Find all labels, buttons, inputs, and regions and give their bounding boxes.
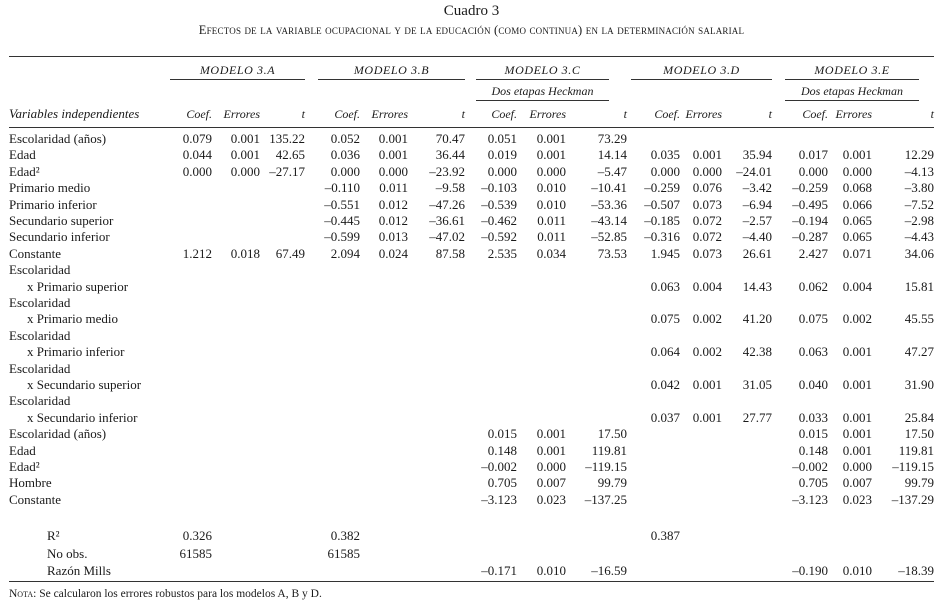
col-label-coef: Coef. [654, 107, 680, 121]
table-cell: 2.535 [487, 246, 517, 261]
table-cell: 42.65 [275, 147, 305, 162]
table-cell: –0.287 [792, 229, 828, 244]
table-cell: 1.212 [182, 246, 212, 261]
table-cell: 0.066 [842, 197, 872, 212]
table-cell: 0.024 [378, 246, 408, 261]
table-cell: –2.98 [904, 213, 934, 228]
table-cell: 27.77 [742, 410, 772, 425]
table-cell: 0.018 [230, 246, 260, 261]
table-cell: –3.123 [792, 492, 828, 507]
table-cell: 12.29 [904, 147, 934, 162]
table-cell: 119.81 [898, 443, 934, 458]
col-label-coef: Coef. [802, 107, 828, 121]
table-cell: 0.000 [842, 164, 872, 179]
table-cell: 0.042 [650, 377, 680, 392]
table-cell: 0.000 [330, 164, 360, 179]
table-cell: 0.001 [842, 426, 872, 441]
table-cell: 0.000 [378, 164, 408, 179]
note-lead: Nota: [9, 588, 37, 600]
table-cell: 73.29 [597, 131, 627, 146]
table-cell: 0.326 [182, 528, 212, 543]
table-cell: 42.38 [742, 344, 772, 359]
col-label-coef: Coef. [186, 107, 212, 121]
table-cell: –24.01 [736, 164, 772, 179]
model-rule-c [476, 79, 609, 80]
table-cell: –0.171 [481, 563, 517, 578]
table-cell: 0.000 [536, 459, 566, 474]
table-cell: 0.065 [842, 229, 872, 244]
table-cell: 0.010 [536, 563, 566, 578]
row-label: x Secundario superior [27, 377, 142, 392]
table-cell: –4.40 [742, 229, 772, 244]
table-cell: –47.02 [429, 229, 465, 244]
table-cell: 0.001 [842, 377, 872, 392]
col-label-t: t [623, 107, 627, 121]
table-cell: –6.94 [742, 197, 772, 212]
table-cell: 0.076 [692, 180, 722, 195]
table-cell: –0.539 [481, 197, 517, 212]
table-cell: 0.000 [230, 164, 260, 179]
table-cell: 36.44 [435, 147, 465, 162]
row-label: Constante [9, 246, 61, 261]
col-label-errores: Errores [685, 107, 722, 121]
table-cell: 1.945 [650, 246, 680, 261]
table-cell: 14.14 [597, 147, 627, 162]
table-cell: –0.599 [324, 229, 360, 244]
table-cell: –16.59 [591, 563, 627, 578]
table-cell: 0.063 [650, 279, 680, 294]
model-header-d: MODELO 3.D [663, 63, 740, 77]
table-cell: 0.044 [182, 147, 212, 162]
table-cell: 0.004 [842, 279, 872, 294]
row-label: No obs. [47, 546, 88, 561]
table-cell: 0.064 [650, 344, 680, 359]
heckman-rule-e [785, 100, 919, 101]
table-cell: 14.43 [742, 279, 772, 294]
table-cell: 0.001 [692, 410, 722, 425]
table-cell: 0.010 [536, 180, 566, 195]
row-label: x Primario inferior [27, 344, 125, 359]
table-cell: 25.84 [904, 410, 934, 425]
table-cell: –3.42 [742, 180, 772, 195]
col-label-errores: Errores [835, 107, 872, 121]
table-cell: –0.002 [792, 459, 828, 474]
col-label-t: t [768, 107, 772, 121]
table-cell: 0.001 [536, 443, 566, 458]
table-cell: 99.79 [597, 475, 627, 490]
table-cell: –2.57 [742, 213, 772, 228]
heckman-header-e: Dos etapas Heckman [801, 84, 903, 98]
top-rule [9, 56, 934, 57]
header-rule [9, 127, 934, 128]
table-cell: 34.06 [904, 246, 934, 261]
table-cell: 0.007 [842, 475, 872, 490]
row-label: Secundario inferior [9, 229, 110, 244]
row-label: Escolaridad [9, 328, 71, 343]
table-cell: –137.29 [891, 492, 934, 507]
table-cell: 0.035 [650, 147, 680, 162]
table-cell: 0.033 [798, 410, 828, 425]
table-cell: 0.002 [692, 311, 722, 326]
table-cell: 0.073 [692, 197, 722, 212]
table-cell: 41.20 [742, 311, 772, 326]
table-cell: 87.58 [435, 246, 465, 261]
col-label-errores: Errores [371, 107, 408, 121]
row-label: x Primario superior [27, 279, 129, 294]
table-cell: 0.148 [798, 443, 828, 458]
row-label: Secundario superior [9, 213, 114, 228]
table-cell: 0.000 [182, 164, 212, 179]
table-title: Cuadro 3 [443, 3, 500, 19]
table-cell: 0.052 [330, 131, 360, 146]
table-cell: –36.61 [429, 213, 465, 228]
table-cell: 0.001 [378, 131, 408, 146]
table-cell: 0.000 [798, 164, 828, 179]
table-cell: 0.002 [692, 344, 722, 359]
table-cell: 0.001 [536, 426, 566, 441]
table-cell: 45.55 [904, 311, 934, 326]
row-label: Escolaridad (años) [9, 426, 107, 441]
table-cell: –0.185 [644, 213, 680, 228]
note-text: Se calcularon los errores robustos para los modelos A, B y D. [36, 588, 322, 600]
model-header-b: MODELO 3.B [353, 63, 430, 77]
table-cell: 0.013 [378, 229, 408, 244]
col-label-errores: Errores [529, 107, 566, 121]
table-cell: –10.41 [591, 180, 627, 195]
row-label: Razón Mills [47, 563, 111, 578]
table-cell: –5.47 [597, 164, 627, 179]
table-cell: 0.072 [692, 213, 722, 228]
table-cell: –3.80 [904, 180, 934, 195]
table-cell: 0.000 [842, 459, 872, 474]
table-cell: 0.017 [798, 147, 828, 162]
row-label: Hombre [9, 475, 52, 490]
table-cell: 0.001 [842, 443, 872, 458]
table-cell: 17.50 [904, 426, 934, 441]
table-cell: 99.79 [904, 475, 934, 490]
table-cell: –0.103 [481, 180, 517, 195]
table-cell: 73.53 [597, 246, 627, 261]
table-cell: 0.011 [537, 229, 566, 244]
table-cell: 70.47 [435, 131, 465, 146]
row-label: Constante [9, 492, 61, 507]
table-cell: –23.92 [429, 164, 465, 179]
table-cell: 0.062 [798, 279, 828, 294]
table-cell: 0.001 [842, 147, 872, 162]
table-cell: –0.259 [792, 180, 828, 195]
table-cell: 0.037 [650, 410, 680, 425]
row-label: R² [47, 528, 60, 543]
table-cell: 0.000 [487, 164, 517, 179]
row-label: Edad² [9, 164, 40, 179]
table-cell: 61585 [327, 546, 360, 561]
row-label: x Primario medio [27, 311, 118, 326]
table-cell: 0.000 [536, 164, 566, 179]
table-cell: 26.61 [742, 246, 772, 261]
row-label: Escolaridad [9, 393, 71, 408]
table-note [9, 586, 322, 602]
row-label: Edad² [9, 459, 40, 474]
table-cell: 0.071 [842, 246, 872, 261]
table-cell: 0.001 [842, 344, 872, 359]
row-label: Escolaridad [9, 361, 71, 376]
row-label: Primario medio [9, 180, 91, 195]
table-cell: 0.015 [487, 426, 517, 441]
row-label: Escolaridad [9, 295, 71, 310]
table-cell: –9.58 [435, 180, 465, 195]
table-subtitle: Efectos de la variable ocupacional y de la educación (como continua) en la determinación salarial [198, 23, 745, 37]
table-cell: 0.075 [798, 311, 828, 326]
col-label-t: t [461, 107, 465, 121]
table-cell: –0.495 [792, 197, 828, 212]
table-cell: 0.387 [650, 528, 680, 543]
table-cell: 0.075 [650, 311, 680, 326]
table-cell: 0.010 [842, 563, 872, 578]
table-cell: –0.462 [481, 213, 517, 228]
bottom-rule [9, 581, 934, 582]
table-cell: –0.551 [324, 197, 360, 212]
table-cell: 0.004 [692, 279, 722, 294]
table-cell: 0.036 [330, 147, 360, 162]
table-cell: 0.015 [798, 426, 828, 441]
col-label-t: t [301, 107, 305, 121]
table-cell: 0.001 [230, 147, 260, 162]
table-cell: 0.034 [536, 246, 566, 261]
model-header-c: MODELO 3.C [504, 63, 581, 77]
table-cell: 0.001 [230, 131, 260, 146]
table-cell: 0.040 [798, 377, 828, 392]
table-cell: 0.011 [379, 180, 408, 195]
table-cell: 0.065 [842, 213, 872, 228]
table-cell: 0.148 [487, 443, 517, 458]
table-cell: –119.15 [892, 459, 934, 474]
table-cell: 0.023 [842, 492, 872, 507]
model-rule-a [170, 79, 305, 80]
row-label: Escolaridad (años) [9, 131, 107, 146]
col-label-coef: Coef. [334, 107, 360, 121]
row-label: Edad [9, 147, 36, 162]
table-cell: 31.90 [904, 377, 934, 392]
table-cell: –0.194 [792, 213, 828, 228]
table-cell: 0.382 [330, 528, 360, 543]
table-cell: –47.26 [429, 197, 465, 212]
table-cell: 0.079 [182, 131, 212, 146]
table-cell: 0.063 [798, 344, 828, 359]
heckman-header-c: Dos etapas Heckman [491, 84, 594, 98]
table-cell: –43.14 [591, 213, 627, 228]
table-cell: 0.001 [842, 410, 872, 425]
col-label-coef: Coef. [491, 107, 517, 121]
table-cell: –0.445 [324, 213, 360, 228]
table-cell: 0.002 [842, 311, 872, 326]
table-cell: 0.011 [537, 213, 566, 228]
row-label: Edad [9, 443, 36, 458]
table-cell: 0.019 [487, 147, 517, 162]
table-cell: 0.001 [536, 147, 566, 162]
table-cell: –4.13 [904, 164, 934, 179]
table-cell: 0.010 [536, 197, 566, 212]
table-cell: –119.15 [585, 459, 627, 474]
table-cell: 0.001 [692, 377, 722, 392]
table-cell: –7.52 [904, 197, 934, 212]
table-cell: 0.705 [487, 475, 517, 490]
model-rule-e [785, 79, 919, 80]
table-cell: –0.110 [324, 180, 360, 195]
table-cell: 135.22 [269, 131, 305, 146]
table-cell: –0.507 [644, 197, 680, 212]
table-cell: –0.190 [792, 563, 828, 578]
table-cell: 0.000 [650, 164, 680, 179]
table-cell: 119.81 [591, 443, 627, 458]
table-cell: –137.25 [584, 492, 627, 507]
table-cell: –0.002 [481, 459, 517, 474]
table-cell: 15.81 [904, 279, 934, 294]
table-cell: 0.073 [692, 246, 722, 261]
row-label: Primario inferior [9, 197, 97, 212]
table-cell: 0.068 [842, 180, 872, 195]
col-label-t: t [930, 107, 934, 121]
table-cell: 0.705 [798, 475, 828, 490]
table-cell: –18.39 [898, 563, 934, 578]
table-cell: 35.94 [742, 147, 772, 162]
table-cell: 31.05 [742, 377, 772, 392]
model-header-e: MODELO 3.E [814, 63, 890, 77]
stub-header: Variables independientes [9, 106, 140, 121]
table-cell: 0.012 [378, 197, 408, 212]
table-cell: –0.259 [644, 180, 680, 195]
model-rule-b [318, 79, 465, 80]
table-cell: 0.001 [378, 147, 408, 162]
table-cell: 0.000 [692, 164, 722, 179]
table-cell: 0.001 [536, 131, 566, 146]
table-cell: 2.427 [798, 246, 828, 261]
model-rule-d [631, 79, 772, 80]
table-cell: –52.85 [591, 229, 627, 244]
table-cell: 17.50 [597, 426, 627, 441]
table-cell: 61585 [179, 546, 212, 561]
table-cell: 0.051 [487, 131, 517, 146]
table-cell: –3.123 [481, 492, 517, 507]
table-cell: –0.316 [644, 229, 680, 244]
table-cell: 0.023 [536, 492, 566, 507]
model-header-a: MODELO 3.A [199, 63, 276, 77]
row-label: Escolaridad [9, 262, 71, 277]
heckman-rule-c [476, 100, 609, 101]
table-cell: 2.094 [330, 246, 360, 261]
table-cell: 0.072 [692, 229, 722, 244]
table-cell: –27.17 [269, 164, 305, 179]
table-cell: 0.007 [536, 475, 566, 490]
table-cell: 0.012 [378, 213, 408, 228]
table-cell: 67.49 [275, 246, 305, 261]
row-label: x Secundario inferior [27, 410, 138, 425]
table-cell: 0.001 [692, 147, 722, 162]
table-cell: 47.27 [904, 344, 934, 359]
table-cell: –4.43 [904, 229, 934, 244]
col-label-errores: Errores [223, 107, 260, 121]
table-cell: –0.592 [481, 229, 517, 244]
table-cell: –53.36 [591, 197, 627, 212]
